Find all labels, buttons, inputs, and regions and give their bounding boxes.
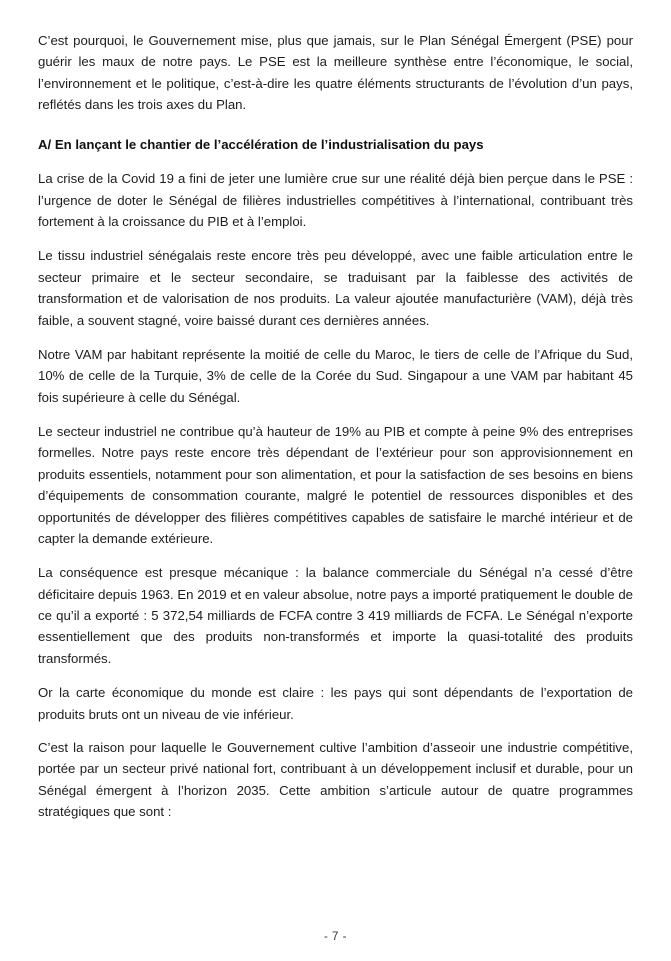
document-body [38, 30, 633, 822]
paragraph: C’est pourquoi, le Gouvernement mise, plus que jamais, sur le Plan Sénégal Émergent (PSE) pour guérir les maux de notre pays. Le PSE est la meilleure synthèse entre l’économique, le social, l’environnement et le politique, c’est-à-dire les quatre éléments structurants de l’évolution d’un pays, reflétés dans les trois axes du Plan. [38, 33, 633, 113]
paragraph: Or la carte économique du monde est claire : les pays qui sont dépendants de l’exportation de produits bruts ont un niveau de vie inférieur. [38, 685, 633, 722]
paragraph: Le tissu industriel sénégalais reste encore très peu développé, avec une faible articulation entre le secteur primaire et le secteur secondaire, se traduisant par la faiblesse des activités de transformation et de valorisation de nos produits. La valeur ajoutée manufacturière (VAM), déjà très faible, a souvent stagné, voire baissé durant ces dernières années. [38, 248, 633, 328]
paragraph: La crise de la Covid 19 a fini de jeter une lumière crue sur une réalité déjà bien perçue dans le PSE : l’urgence de doter le Sénégal de filières industrielles compétitives à l’international, contribuant très fortement à la croissance du PIB et à l’emploi. [38, 171, 633, 230]
paragraph: Notre VAM par habitant représente la moitié de celle du Maroc, le tiers de celle de l’Afrique du Sud, 10% de celle de la Turquie, 3% de celle de la Corée du Sud. Singapour a une VAM par habitant 45 fois supérieure à celle du Sénégal. [38, 346, 633, 405]
paragraph: C’est la raison pour laquelle le Gouvernement cultive l’ambition d’asseoir une industrie compétitive, portée par un secteur privé national fort, contribuant à un développement inclusif et durable, pour un Sénégal émergent à l’horizon 2035. Cette ambition s’articule autour de quatre programmes stratégiques que sont : [38, 739, 633, 820]
page-number: - 7 - [324, 931, 347, 943]
section-heading: A/ En lançant le chantier de l’accélération de l’industrialisation du pays [38, 136, 484, 152]
paragraph: Le secteur industriel ne contribue qu’à hauteur de 19% au PIB et compte à peine 9% des entreprises formelles. Notre pays reste encore très dépendant de l’extérieur pour son approvisionnement en produits essentiels, notamment pour son alimentation, et pour la satisfaction de ses besoins en biens d’équipements de consommation courante, malgré le potentiel de ressources disponibles et des opportunités de développer des filières compétitives capables de satisfaire le marché intérieur et de capter la demande extérieure. [38, 424, 633, 546]
paragraph: La conséquence est presque mécanique : la balance commerciale du Sénégal n’a cessé d’être déficitaire depuis 1963. En 2019 et en valeur absolue, notre pays a importé pratiquement le double de ce qu’il a exporté : 5 372,54 milliards de FCFA contre 3 419 milliards de FCFA. Le Sénégal n’exporte essentiellement que des produits non-transformés et importe la quasi-totalité des produits transformés. [38, 565, 633, 666]
